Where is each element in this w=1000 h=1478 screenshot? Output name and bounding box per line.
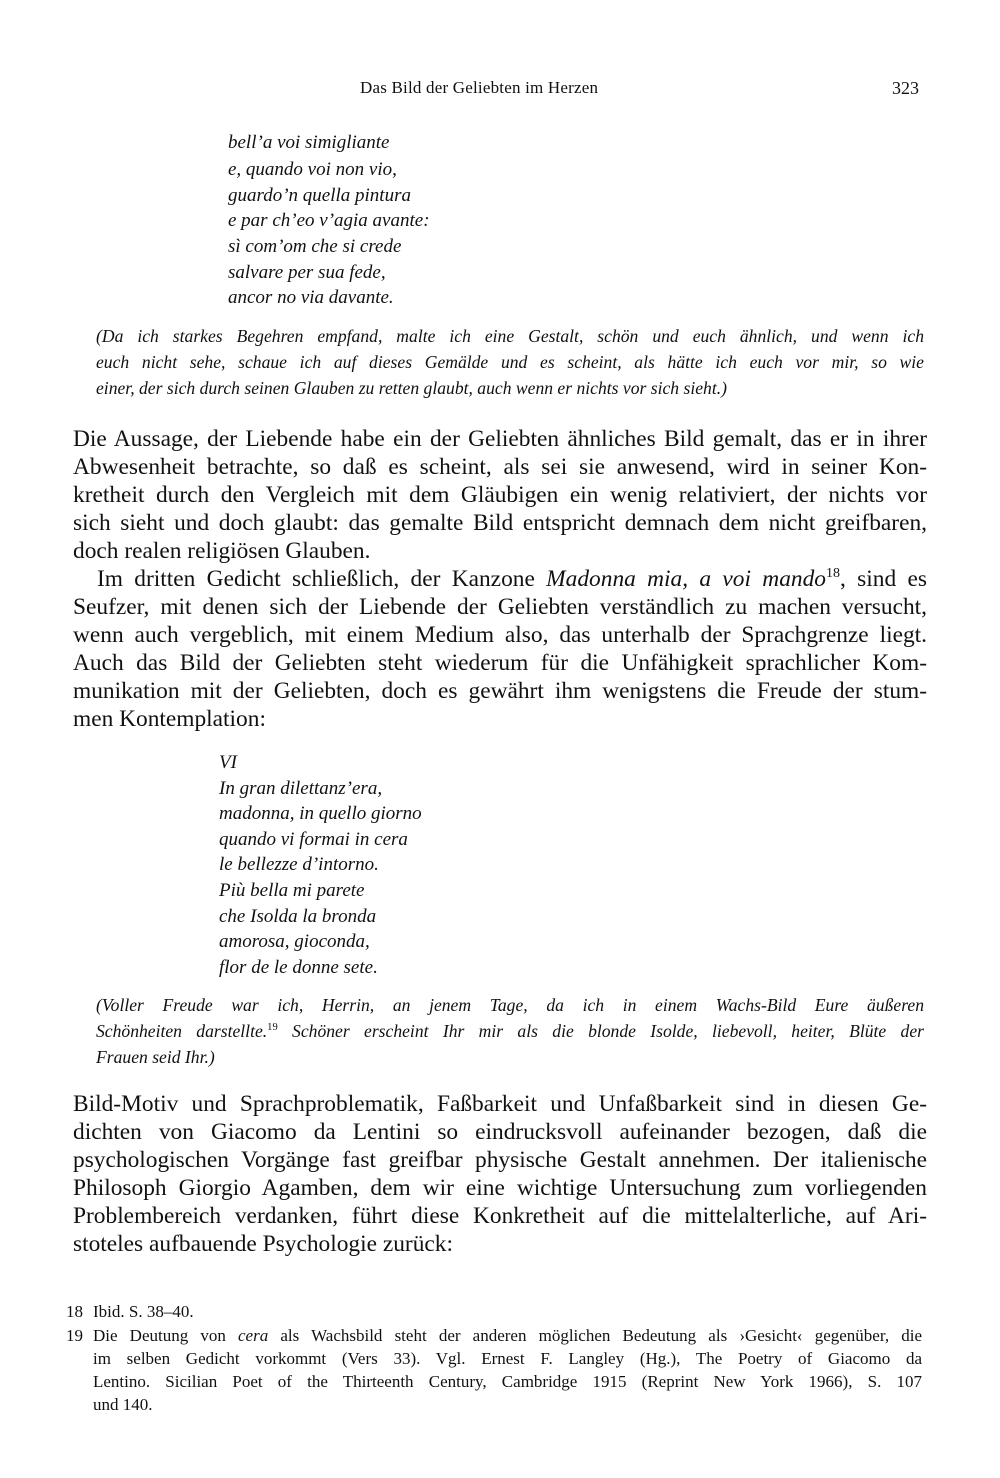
- footnote-text: als Wachsbild steht der anderen möglichen Bedeutung als ›Gesicht‹ gegenüber, die: [280, 1326, 922, 1345]
- body-line: Problembereich verdanken, führt diese Konkretheit auf die mittelalterliche, auf Ari-: [73, 1203, 927, 1229]
- footnote-19-line: und 140.: [93, 1395, 153, 1414]
- body-line: Die Aussage, der Liebende habe ein der Geliebten ähnliches Bild gemalt, das er in ihrer: [73, 426, 927, 452]
- body-line: wenn auch vergeblich, mit einem Medium also, das unterhalb der Sprachgrenze liegt.: [73, 622, 927, 648]
- body-line: doch realen religiösen Glauben.: [73, 538, 371, 564]
- verse-line: guardo’n quella pintura: [228, 185, 411, 206]
- translation-text: Schönheiten darstellte.: [96, 1021, 268, 1041]
- translation-line: Frauen seid Ihr.): [96, 1047, 215, 1067]
- footnote-ref-19[interactable]: 19: [267, 1022, 278, 1034]
- body-text: , sind es: [840, 566, 927, 592]
- verse-line: Più bella mi parete: [219, 880, 365, 901]
- verse-line: che Isolda la bronda: [219, 906, 377, 927]
- body-line: stoteles aufbauende Psychologie zurück:: [73, 1231, 453, 1257]
- stanza-number: VI: [219, 752, 237, 773]
- footnote-19-line: im selben Gedicht vorkommt (Vers 33). Vgl. Ernest F. Langley (Hg.), The Poetry of Giacomo da: [93, 1349, 922, 1368]
- running-header-title: Das Bild der Geliebten im Herzen: [360, 78, 599, 97]
- translation-line: (Voller Freude war ich, Herrin, an jenem Tage, da ich in einem Wachs-Bild Eure äußeren: [96, 995, 924, 1015]
- footnote-ref-18[interactable]: 18: [825, 565, 841, 582]
- footnote-18-text: Ibid. S. 38–40.: [93, 1302, 194, 1321]
- translation-line: euch nicht sehe, schaue ich auf dieses Gemälde und es scheint, als hätte ich euch vor mir, so wie: [96, 352, 924, 372]
- verse-line: In gran dilettanz’era,: [219, 778, 383, 799]
- body-line: Abwesenheit betrachte, so daß es scheint, als sei sie anwesend, wird in seiner Kon-: [73, 454, 927, 480]
- footnote-19-number: 19: [66, 1326, 83, 1345]
- verse-line: e par ch’eo v’agia avante:: [228, 210, 430, 231]
- body-line: Seufzer, mit denen sich der Liebende der Geliebten verständlich zu machen versucht,: [73, 594, 927, 620]
- translation-line: [96, 1021, 924, 1042]
- verse-line: le bellezze d’intorno.: [219, 854, 379, 875]
- translation-line: einer, der sich durch seinen Glauben zu retten glaubt, auch wenn er nichts vor sich sieht.): [96, 378, 727, 398]
- body-line: kretheit durch den Vergleich mit dem Gläubigen ein wenig relativiert, der nichts vor: [73, 482, 927, 508]
- verse-line: amorosa, gioconda,: [219, 931, 370, 952]
- verse-line: quando vi formai in cera: [219, 829, 408, 850]
- translation-text: Schöner erscheint Ihr mir als die blonde Isolde, liebevoll, heiter, Blüte der: [292, 1021, 924, 1041]
- body-line: [97, 566, 927, 593]
- song-title: Madonna mia, a voi mando: [546, 566, 826, 592]
- body-line: dichten von Giacomo da Lentini so eindrucksvoll aufeinander bezogen, daß die: [73, 1119, 927, 1145]
- body-line: men Kontemplation:: [73, 706, 266, 732]
- footnote-text: Die Deutung von: [93, 1326, 226, 1345]
- footnote-19-line: [93, 1326, 922, 1346]
- verse-line: ancor no via davante.: [228, 287, 394, 308]
- body-line: psychologischen Vorgänge fast greifbar physische Gestalt annehmen. Der italienische: [73, 1147, 927, 1173]
- body-line: sich sieht und doch glaubt: das gemalte Bild entspricht demnach dem nicht greifbaren,: [73, 510, 927, 536]
- page-number: 323: [892, 78, 919, 98]
- verse-line: flor de le donne sete.: [219, 957, 378, 978]
- body-line: Auch das Bild der Geliebten steht wiederum für die Unfähigkeit sprachlicher Kom-: [73, 650, 927, 676]
- verse-line: salvare per sua fede,: [228, 262, 386, 283]
- body-line: Bild-Motiv und Sprachproblematik, Faßbarkeit und Unfaßbarkeit sind in diesen Ge-: [73, 1091, 927, 1117]
- verse-line: sì com’om che si crede: [228, 236, 402, 257]
- footnote-19-line: Lentino. Sicilian Poet of the Thirteenth Century, Cambridge 1915 (Reprint New York 1966), S. 107: [93, 1372, 922, 1391]
- translation-line: (Da ich starkes Begehren empfand, malte ich eine Gestalt, schön und euch ähnlich, und wenn ich: [96, 326, 924, 346]
- verse-line: madonna, in quello giorno: [219, 803, 422, 824]
- footnote-term: cera: [238, 1326, 269, 1345]
- footnote-18-number: 18: [66, 1302, 83, 1321]
- verse-line: e, quando voi non vio,: [228, 159, 397, 180]
- verse-line: bell’a voi simigliante: [228, 132, 390, 153]
- body-text: Im dritten Gedicht schließlich, der Kanzone: [97, 566, 535, 592]
- body-line: munikation mit der Geliebten, doch es gewährt ihm wenigstens die Freude der stum-: [73, 678, 927, 704]
- body-line: Philosoph Giorgio Agamben, dem wir eine wichtige Untersuchung zum vorliegenden: [73, 1175, 927, 1201]
